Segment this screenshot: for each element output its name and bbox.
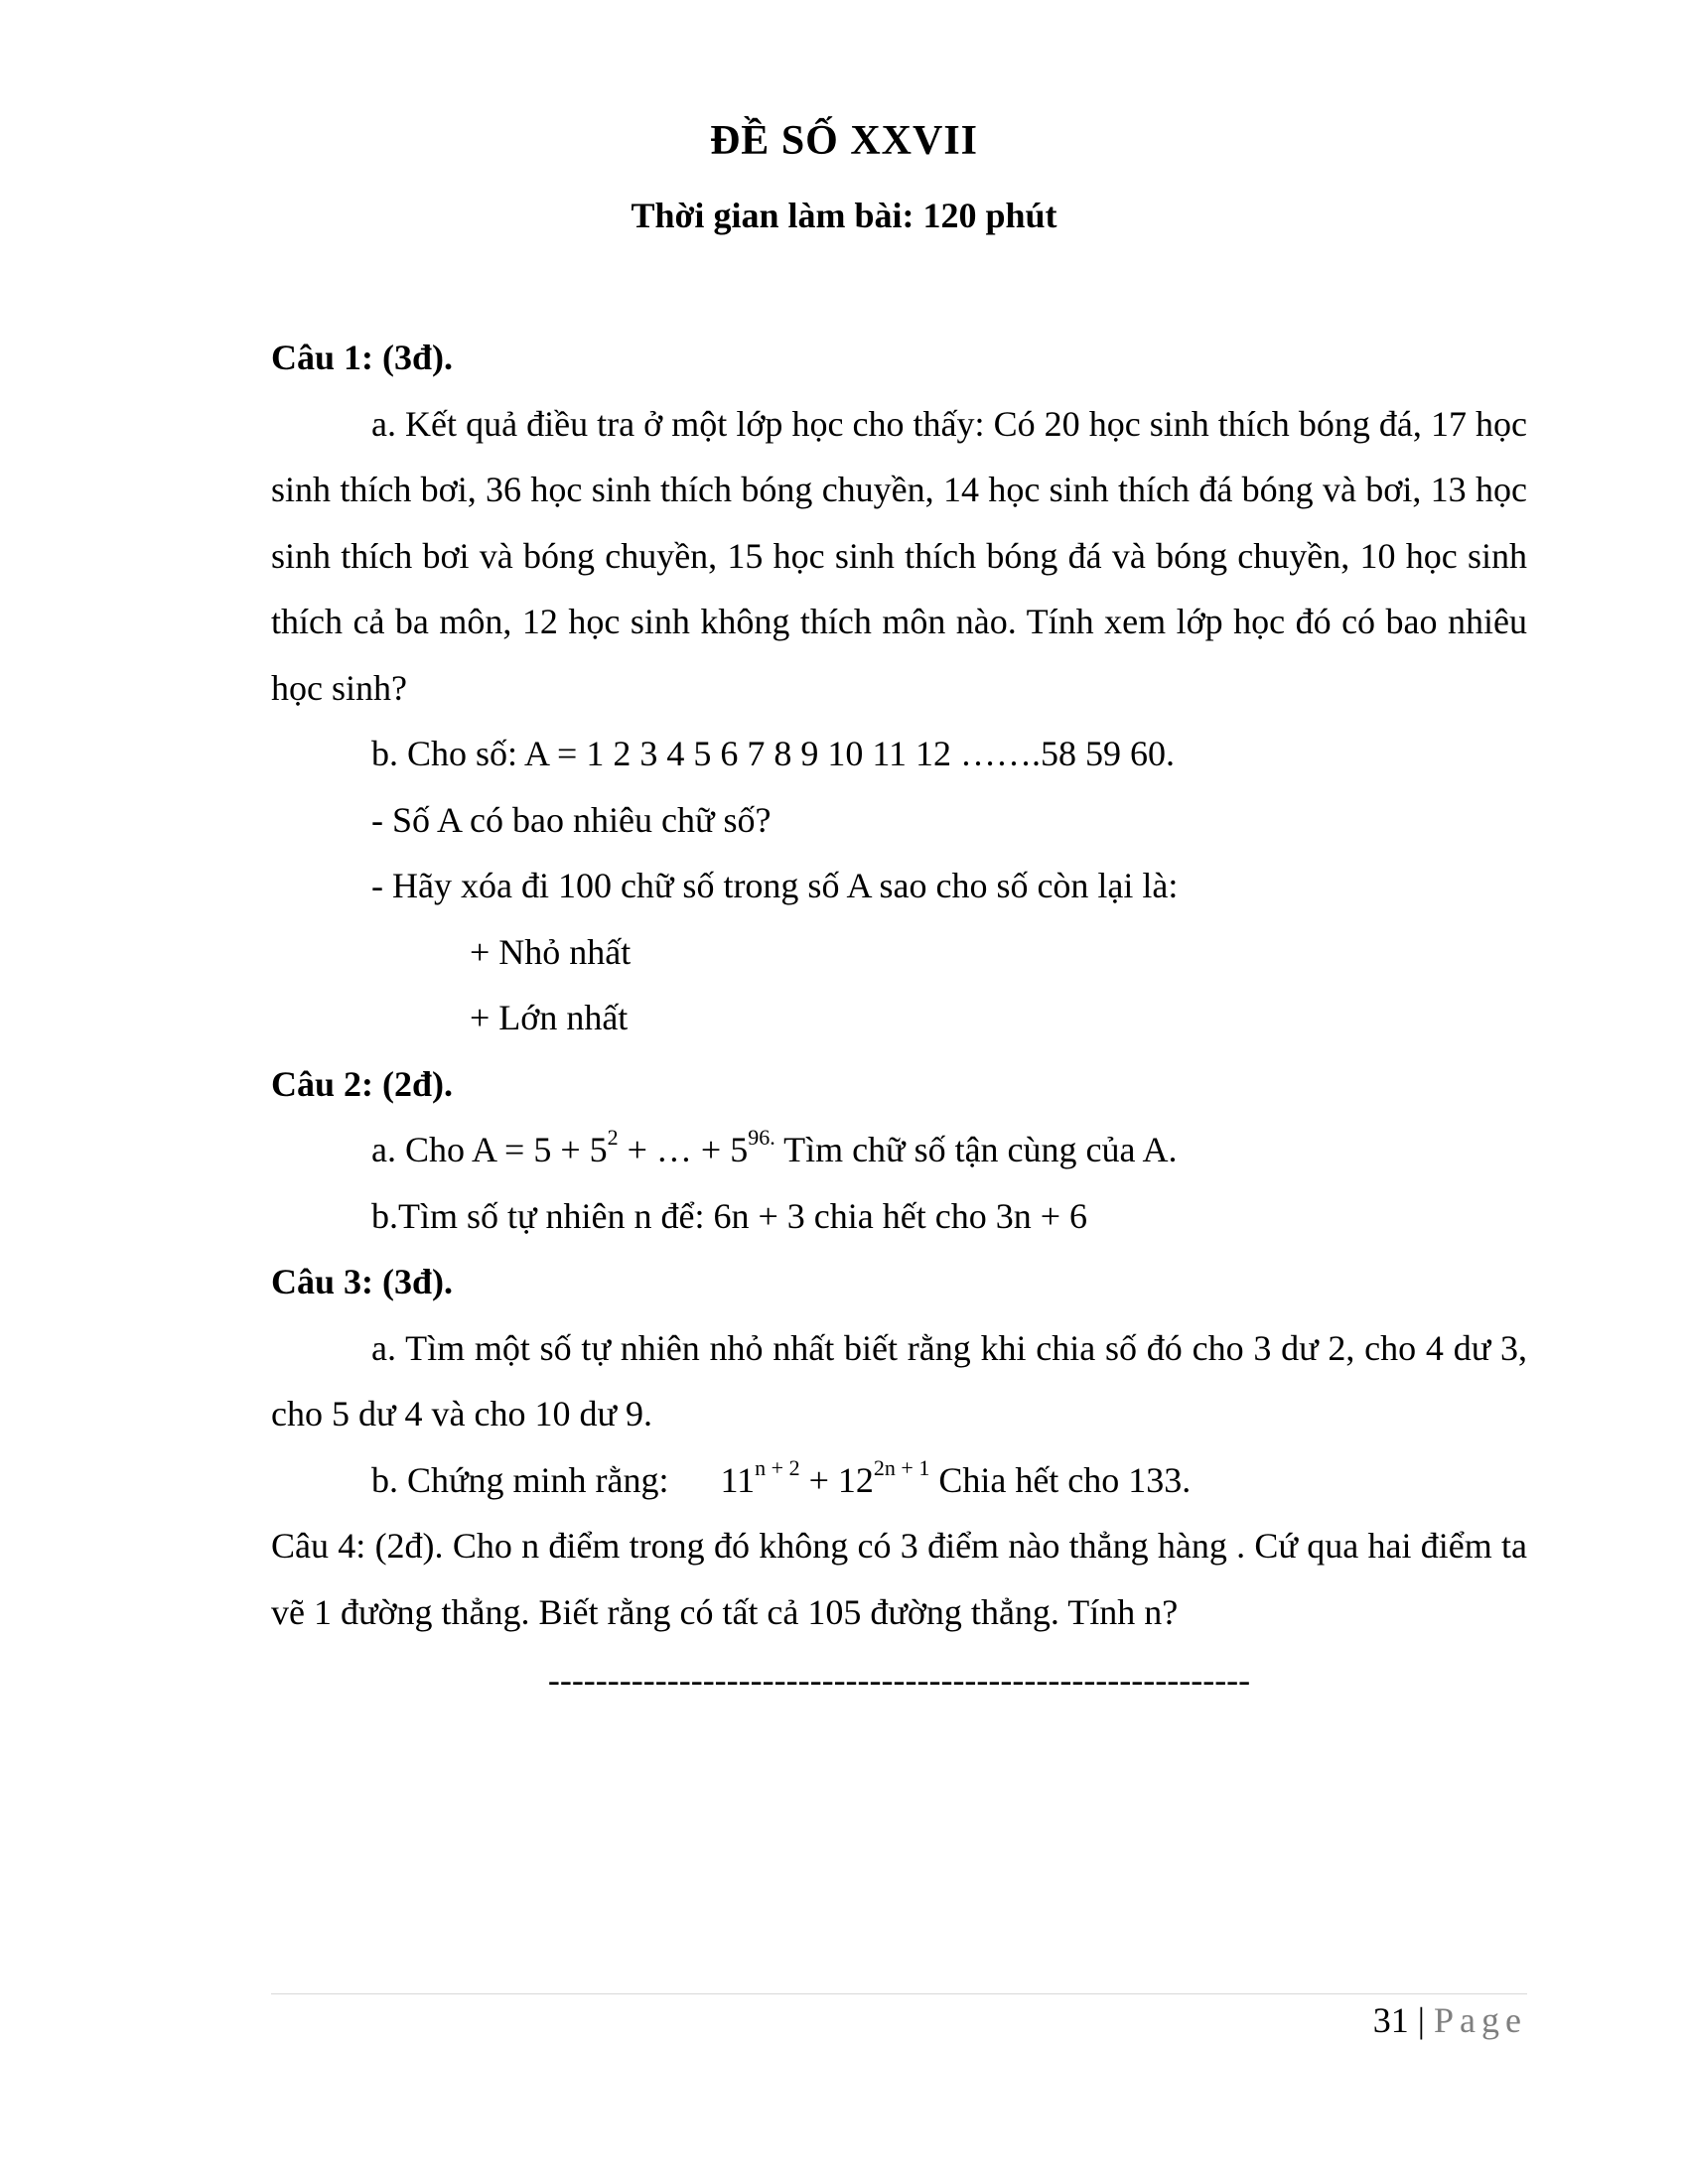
page-word: Page — [1434, 2000, 1527, 2040]
footer-divider — [271, 1993, 1527, 1994]
page-number: 31 — [1372, 2000, 1409, 2040]
q2a-pre: a. Cho A = 5 + 5 — [371, 1130, 608, 1169]
page-title: ĐỀ SỐ XXVII — [709, 118, 979, 164]
separator-line: ----------------------------------------------------------- — [547, 1660, 1251, 1700]
question-1b-item-1: - Số A có bao nhiêu chữ số? — [371, 799, 772, 840]
page-footer — [1373, 1999, 1527, 2041]
question-3a-text: a. Tìm một số tự nhiên nhỏ nhất biết rằng khi chia số đó cho 3 dư 2, cho 4 dư 3, cho 5 dư 4 và cho 10 dư 9. — [271, 1327, 1527, 1433]
q2a-exponent-1: 2 — [607, 1125, 619, 1150]
question-2-label: Câu 2: (2đ). — [271, 1063, 454, 1104]
question-1b-text: b. Cho số: A = 1 2 3 4 5 6 7 8 9 10 11 12 …….58 59 60. — [371, 734, 1176, 773]
q2a-mid: + … + 5 — [618, 1130, 749, 1169]
question-3b-text — [271, 1447, 1527, 1514]
question-1b-option-1: + Nhỏ nhất — [470, 931, 632, 972]
question-3-label: Câu 3: (3đ). — [271, 1262, 454, 1301]
q3b-expression — [721, 1447, 930, 1514]
q3b-mid: + 12 — [799, 1459, 874, 1500]
q3b-pre: b. Chứng minh rằng: — [371, 1459, 669, 1500]
question-1b-option-2: + Lớn nhất — [470, 998, 629, 1037]
footer-separator: | — [1417, 2000, 1426, 2040]
question-2a-text — [271, 1117, 1527, 1183]
q2a-exponent-2: 96. — [748, 1125, 775, 1150]
question-2b-text: b.Tìm số tự nhiên n để: 6n + 3 chia hết cho 3n + 6 — [371, 1195, 1088, 1236]
q3b-exponent-1: n + 2 — [755, 1454, 800, 1480]
time-limit: Thời gian làm bài: 120 phút — [631, 196, 1057, 235]
question-1a-text: a. Kết quả điều tra ở một lớp học cho thấy: Có 20 học sinh thích bóng đá, 17 học sinh thích bơi, 36 học sinh thích bóng chuyền, 14 học sinh thích đá bóng và bơi, 13 học sinh thích bơi và bóng chuyền, 15 học sinh thích bóng đá và bóng chuyền, 10 học sinh thích cả ba môn, 12 học sinh không thích môn nào. Tính xem lớp học đó có bao nhiêu học sinh? — [271, 403, 1527, 708]
q2a-post: Tìm chữ số tận cùng của A. — [774, 1130, 1178, 1169]
q3b-base-1: 11 — [720, 1459, 756, 1500]
q3b-exponent-2: 2n + 1 — [873, 1454, 930, 1480]
question-1-label: Câu 1: (3đ). — [271, 338, 454, 377]
exam-content — [271, 325, 1527, 1713]
question-4-text: Câu 4: (2đ). Cho n điểm trong đó không có 3 điểm nào thẳng hàng . Cứ qua hai điểm ta vẽ 1 đường thẳng. Biết rằng có tất cả 105 đường thẳng. Tính n? — [271, 1526, 1527, 1632]
q3b-post: Chia hết cho 133. — [929, 1459, 1192, 1500]
question-1b-item-2: - Hãy xóa đi 100 chữ số trong số A sao cho số còn lại là: — [371, 866, 1179, 905]
